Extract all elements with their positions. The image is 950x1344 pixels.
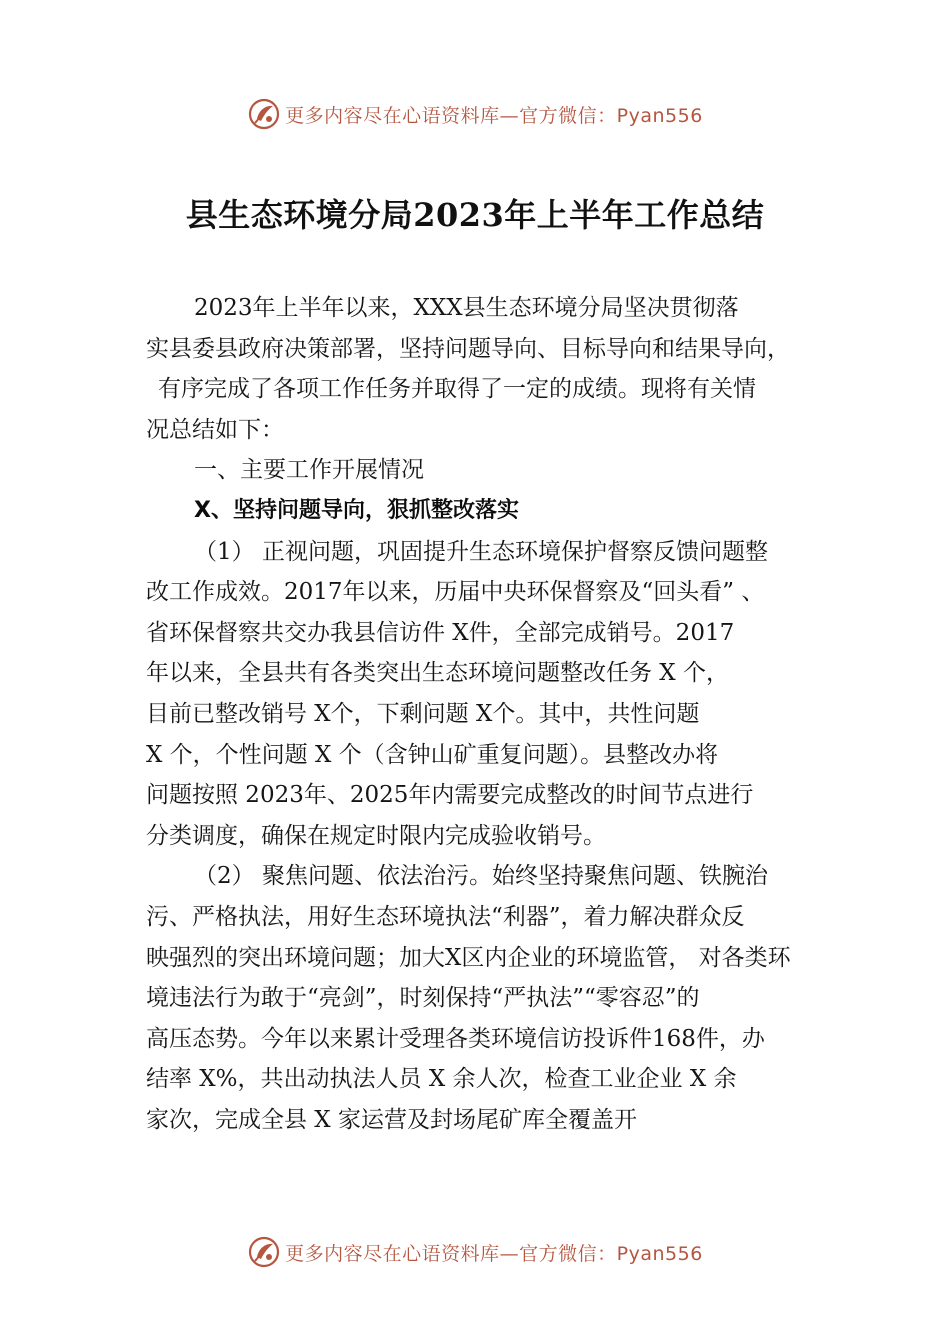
paragraph-line: 况总结如下：: [146, 416, 284, 443]
paragraph-line: 年以来，全县共有各类突出生态环境问题整改任务 X 个，: [146, 660, 729, 687]
document-body: [146, 288, 816, 1140]
watermark-footer: [0, 1232, 950, 1272]
paragraph-line: 改工作成效。2017年以来，历届中央环保督察及“回头看” 、: [146, 579, 765, 606]
paragraph-line: 2023年上半年以来，XXX县生态环境分局坚决贯彻落: [194, 295, 739, 321]
paragraph-line: 映强烈的突出环境问题；加大X区内企业的环境监管， 对各类环: [146, 944, 791, 971]
watermark-header: [0, 94, 950, 134]
section-heading: 一、主要工作开展情况: [194, 457, 424, 484]
paragraph-line: 实县委县政府决策部署，坚持问题导向、目标导向和结果导向，: [146, 335, 790, 362]
swirl-leaf-logo-icon: [247, 97, 281, 131]
paragraph-line: 分类调度，确保在规定时限内完成验收销号。: [146, 822, 606, 849]
paragraph-line: X 个，个性问题 X 个（含钟山矿重复问题）。县整改办将: [146, 741, 719, 768]
paragraph-line: 结率 X%，共出动执法人员 X 余人次，检查工业企业 X 余: [146, 1066, 737, 1093]
paragraph-line: 污、严格执法，用好生态环境执法“利器”，着力解决群众反: [146, 903, 745, 930]
paragraph-line: 高压态势。今年以来累计受理各类环境信访投诉件168件，办: [146, 1025, 765, 1052]
paragraph-line: （2） 聚焦问题、依法治污。始终坚持聚焦问题、铁腕治: [194, 863, 768, 890]
watermark-text: 更多内容尽在心语资料库—官方微信：Pyan556: [285, 1242, 703, 1265]
paragraph-line: 家次，完成全县 X 家运营及封场尾矿库全覆盖开: [146, 1106, 637, 1133]
paragraph-line: 问题按照 2023年、2025年内需要完成整改的时间节点进行: [146, 782, 754, 809]
subsection-heading: X、坚持问题导向，狠抓整改落实: [194, 497, 519, 523]
paragraph-line: 境违法行为敢于“亮剑”，时刻保持“严执法”“零容忍”的: [146, 985, 700, 1012]
document-title: 县生态环境分局2023年上半年工作总结: [185, 196, 765, 234]
paragraph-line: （1） 正视问题，巩固提升生态环境保护督察反馈问题整: [194, 538, 768, 565]
watermark-text: 更多内容尽在心语资料库—官方微信：Pyan556: [285, 104, 703, 127]
paragraph-line: 省环保督察共交办我县信访件 X件，全部完成销号。2017: [146, 619, 735, 646]
paragraph-line: 目前已整改销号 X个，下剩问题 X个。其中，共性问题: [146, 700, 700, 727]
swirl-leaf-logo-icon: [247, 1235, 281, 1269]
paragraph-line: 有序完成了各项工作任务并取得了一定的成绩。现将有关情: [158, 376, 756, 403]
